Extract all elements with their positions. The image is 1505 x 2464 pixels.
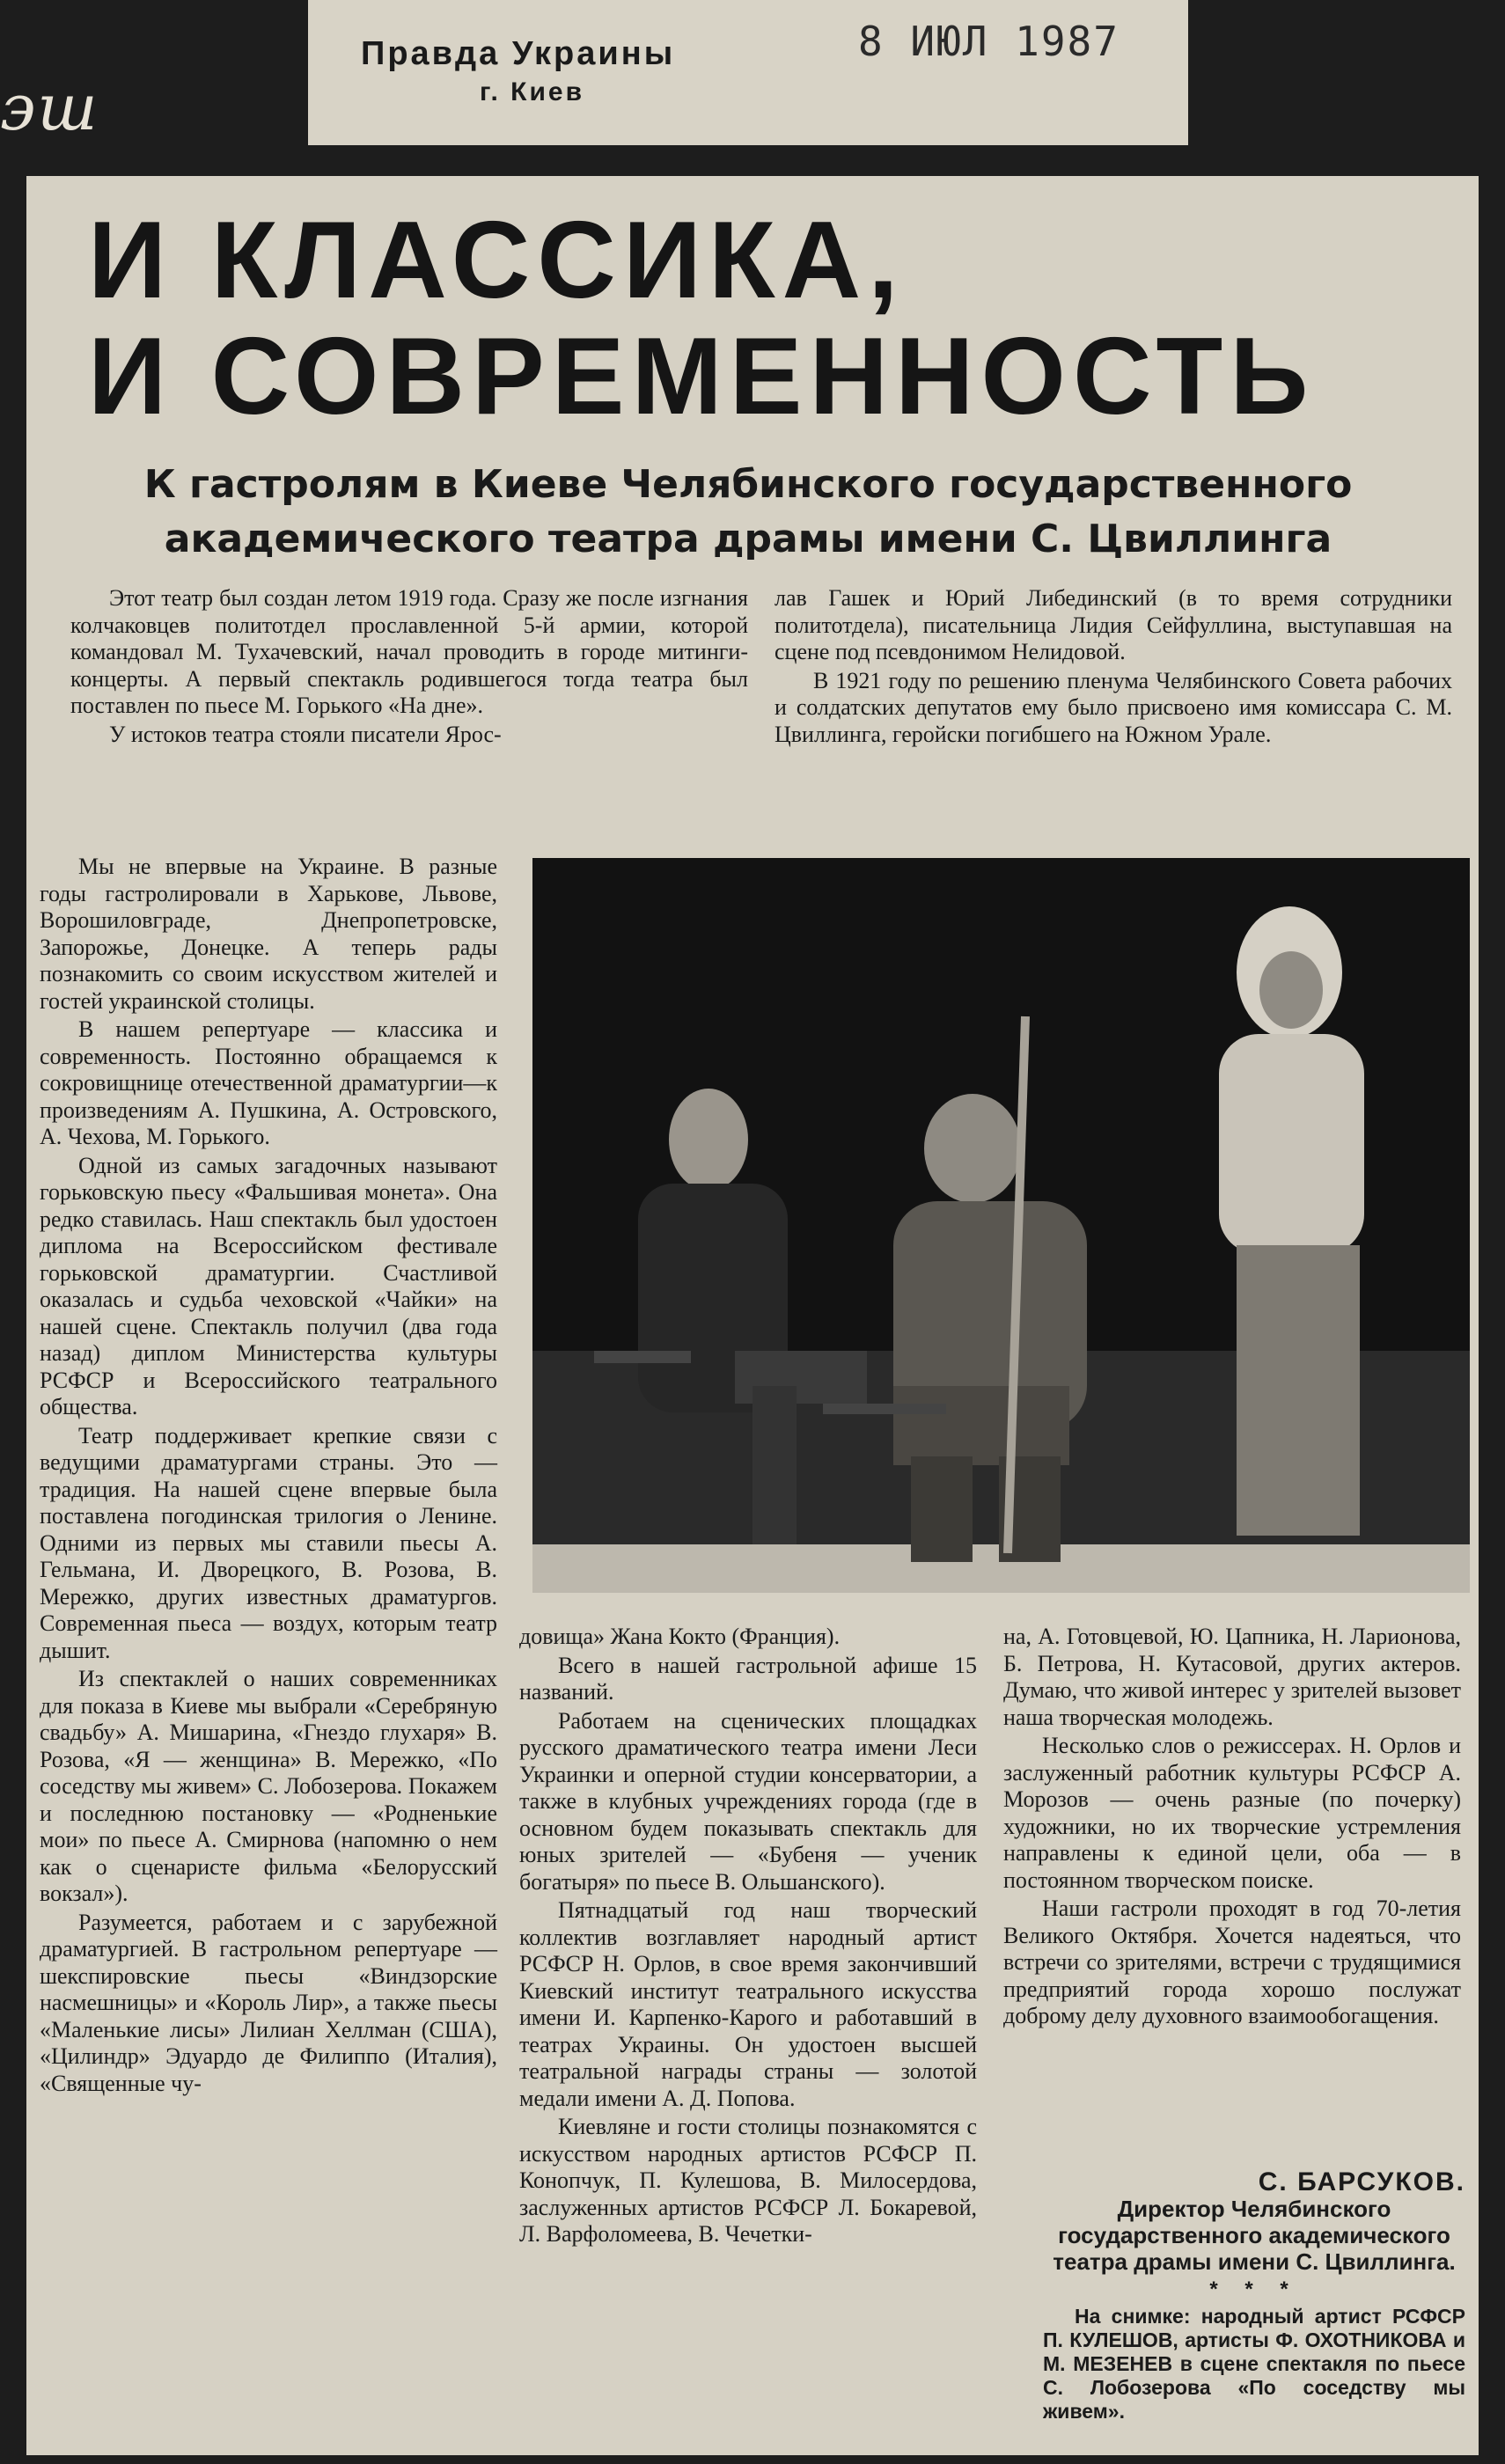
newspaper-name: Правда Украины (361, 35, 676, 72)
subheadline-line-1: К гастролям в Киеве Челябинского государственного (143, 462, 1353, 507)
paragraph: У истоков театра стояли писатели Ярос- (109, 721, 502, 747)
paragraph: Разумеется, работаем и с зарубежной драматургией. В гастрольном репертуаре — шекспировские пьесы «Виндзорские насмешницы» и «Король Лир», а также пьесы «Маленькие лисы» Лилиан Хеллман (США), «Цилиндр» Эдуардо де Филиппо (Италия), «Священные чу- (40, 1909, 497, 2096)
author-name: С. БАРСУКОВ. (1258, 2167, 1465, 2196)
intro-column-right (775, 585, 1452, 750)
stage-photo-illustration (532, 858, 1470, 1593)
paragraph: Работаем на сценических площадках русского драматического театра имени Леси Украинки и оперной студии консерватории, а также в клубных учреждениях города (где в основном будем показывать спектакль для юных зрителей — «Бубеня — ученик богатыря» по пьесе В. Ольшанского). (519, 1707, 977, 1895)
intro-column-left (70, 585, 748, 750)
paragraph: довища» Жана Кокто (Франция). (519, 1624, 841, 1649)
photo-caption (1043, 2305, 1465, 2424)
paragraph: Всего в нашей гастрольной афише 15 названий. (519, 1652, 977, 1705)
paragraph: В 1921 году по решению пленума Челябинского Совета рабочих и солдатских депутатов ему было присвоено имя комиссара С. М. Цвиллинга, геройски погибшего на Южном Урале. (775, 667, 1452, 747)
paragraph: В нашем репертуаре — классика и современность. Постоянно обращаемся к сокровищнице отечественной драматургии—к произведениям А. Пушкина, А. Островского, А. Чехова, М. Горького. (40, 1016, 497, 1149)
paragraph: на, А. Готовцевой, Ю. Цапника, Н. Ларионова, Б. Петрова, Н. Кутасовой, других актеров. Думаю, что живой интерес у зрителей вызовет наша творческая молодежь. (1003, 1624, 1461, 1730)
paragraph: Из спектаклей о наших современниках для показа в Киеве мы выбрали «Серебряную свадьбу» А. Мишарина, «Гнездо глухаря» В. Розова, «Я — женщина» В. Мережко, «По соседству мы живем» С. Лобозерова. Покажем и последнюю постановку — «Родненькие мои» по пьесе А. Смирнова (напомню о нем как о сценаристе фильма «Белорусский вокзал»). (40, 1666, 497, 1906)
body-column-2 (519, 1624, 977, 2250)
paragraph: Этот театр был создан летом 1919 года. Сразу же после изгнания колчаковцев политотдел прославленной 5-й армии, которой командовал М. Тухачевский, начал проводить в городе митинги-концерты. А первый спектакль родившегося тогда театра был поставлен по пьесе М. Горького «На дне». (70, 585, 748, 718)
photo-caption-text: На снимке: народный артист РСФСР П. КУЛЕШОВ, артисты Ф. ОХОТНИКОВА и М. МЕЗЕНЕВ в сцене спектакля по пьесе С. Лобозерова «По соседству мы живем». (1043, 2305, 1465, 2423)
newspaper-source-slip (308, 0, 1188, 145)
handwritten-note: эш (0, 70, 99, 144)
body-column-1 (40, 854, 497, 2099)
newspaper-clipping (26, 176, 1479, 2455)
paragraph: Киевляне и гости столицы познакомятся с искусством народных артистов РСФСР П. Конопчук, П. Кулешова, В. Милосердова, заслуженных артистов РСФСР Л. Бокаревой, Л. Варфоломеева, В. Чечетки- (519, 2114, 977, 2247)
paragraph: Наши гастроли проходят в год 70-летия Великого Октября. Хочется надеяться, что встречи со зрителями, встречи с трудящимися предприятий города хорошо послужат доброму делу духовного взаимообогащения. (1003, 1896, 1461, 2028)
date-stamp: 8 ИЮЛ 1987 (858, 18, 1120, 65)
headline (88, 202, 1443, 435)
separator-stars: * * * (1209, 2277, 1299, 2301)
newspaper-city: г. Киев (480, 77, 585, 106)
paragraph: лав Гашек и Юрий Либединский (в то время сотрудники политотдела), писательница Лидия Сейфуллина, выступавшая на сцене под псевдонимом Нелидовой. (775, 585, 1452, 664)
headline-line-2: И СОВРЕМЕННОСТЬ (88, 316, 1316, 437)
author-title: Директор Челябинского государственного академического театра драмы имени С. Цвиллинга. (1053, 2196, 1456, 2275)
paragraph: Мы не впервые на Украине. В разные годы гастролировали в Харькове, Львове, Ворошиловграде, Днепропетровске, Запорожье, Донецке. А теперь рады познакомить со своим искусством жителей и гостей украинской столицы. (40, 854, 497, 1014)
subheadline-line-2: академического театра драмы имени С. Цвиллинга (164, 517, 1332, 561)
subheadline (44, 458, 1452, 567)
paragraph: Пятнадцатый год наш творческий коллектив возглавляет народный артист РСФСР Н. Орлов, в свое время закончивший Киевский институт театрального искусства имени И. Карпенко-Карого и работавший в театрах Украины. Он удостоен высшей театральной награды страны — золотой медали имени А. Д. Попова. (519, 1897, 977, 2111)
paragraph: Театр поддерживает крепкие связи с ведущими драматургами страны. Это — традиция. На нашей сцене впервые была поставлена погодинская трилогия о Ленине. Одними из первых мы ставили пьесы А. Гельмана, И. Дворецкого, В. Розова, В. Мережко, других известных драматургов. Современная пьеса — воздух, которым театр дышит. (40, 1422, 497, 1663)
author-signature-block (1043, 2169, 1465, 2424)
headline-line-1: И КЛАССИКА, (88, 200, 906, 321)
body-column-3 (1003, 1624, 1461, 2032)
stage-photo (532, 858, 1470, 1593)
paragraph: Несколько слов о режиссерах. Н. Орлов и заслуженный работник культуры РСФСР А. Морозов — очень разные (по почерку) художники, но их творческие устремления направлены к единой цели, оба — в постоянном творческом поиске. (1003, 1733, 1461, 1893)
paragraph: Одной из самых загадочных называют горьковскую пьесу «Фальшивая монета». Она редко ставилась. Наш спектакль был удостоен диплома на Всероссийском фестивале горьковской драматургии. Счастливой оказалась и судьба чеховской «Чайки» на нашей сцене. Спектакль получил (два года назад) диплом Министерства культуры РСФСР и Всероссийского театрального общества. (40, 1152, 497, 1419)
